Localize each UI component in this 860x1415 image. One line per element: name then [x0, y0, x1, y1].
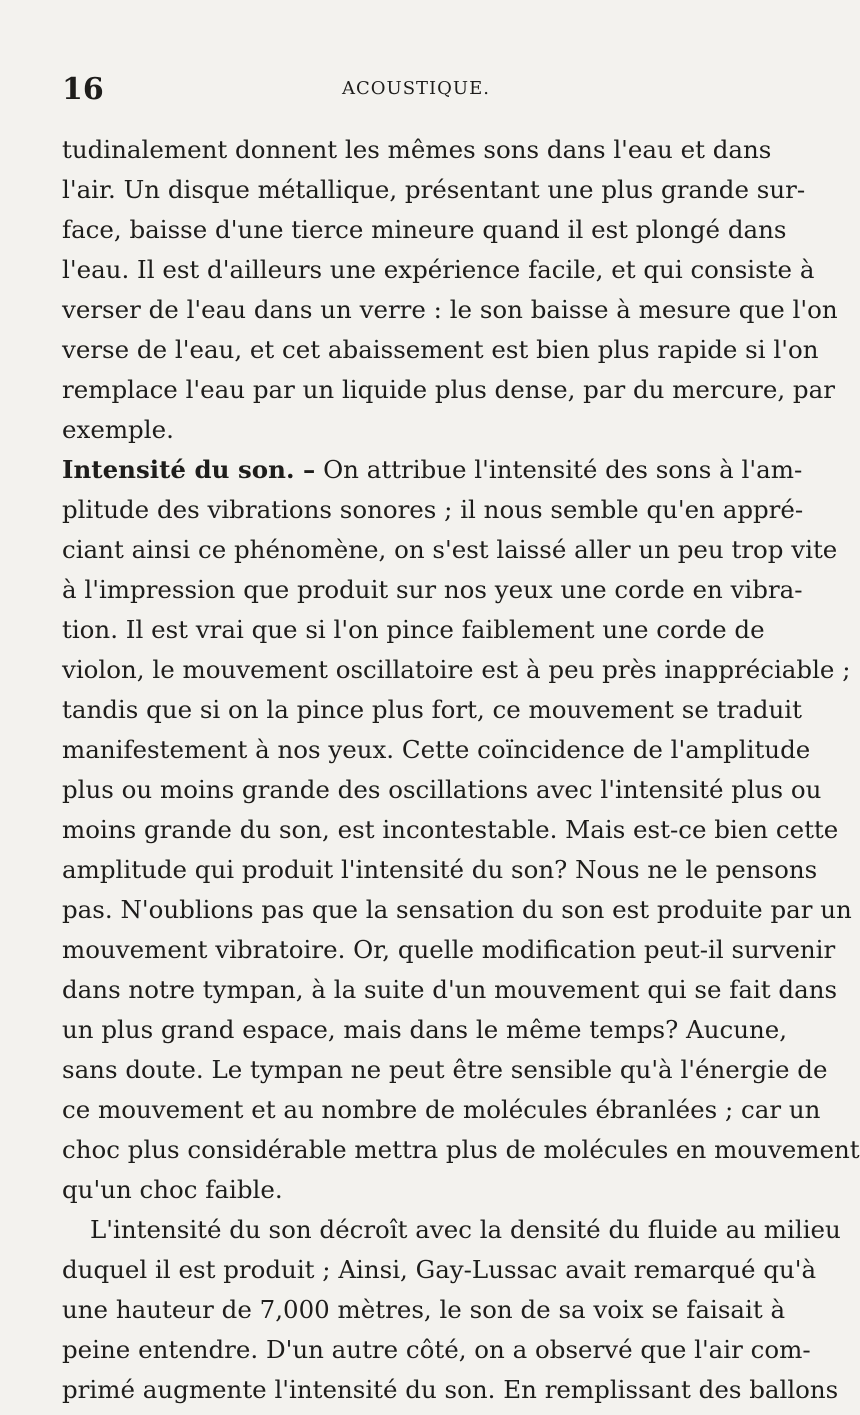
text-line: l'air. Un disque métallique, présentant une plus grande sur-	[62, 175, 806, 204]
text-line: sans doute. Le tympan ne peut être sensible qu'à l'énergie de	[62, 1055, 828, 1084]
text-line: un plus grand espace, mais dans le même temps? Aucune,	[62, 1015, 788, 1044]
text-line: tion. Il est vrai que si l'on pince faiblement une corde de	[62, 615, 765, 644]
text-line: duquel il est produit ; Ainsi, Gay-Lussac avait remarqué qu'à	[62, 1255, 817, 1284]
paragraph-2	[62, 450, 860, 1210]
page-header	[62, 72, 760, 112]
text-line: tudinalement donnent les mêmes sons dans l'eau et dans	[62, 135, 772, 164]
text-line: mouvement vibratoire. Or, quelle modification peut-il survenir	[62, 935, 836, 964]
text-line: face, baisse d'une tierce mineure quand il est plongé dans	[62, 215, 787, 244]
section-first-line-text: On attribue l'intensité des sons à l'am-	[323, 455, 803, 484]
text-line: moins grande du son, est incontestable. Mais est-ce bien cette	[62, 815, 839, 844]
text-line: violon, le mouvement oscillatoire est à peu près inappréciable ;	[62, 655, 851, 684]
text-line: remplace l'eau par un liquide plus dense, par du mercure, par	[62, 375, 835, 404]
running-title: ACOUSTIQUE.	[342, 78, 490, 99]
text-line: primé augmente l'intensité du son. En remplissant des ballons	[62, 1375, 839, 1404]
text-line: l'eau. Il est d'ailleurs une expérience facile, et qui consiste à	[62, 255, 815, 284]
text-line: peine entendre. D'un autre côté, on a observé que l'air com-	[62, 1335, 811, 1364]
section-heading-line	[62, 450, 803, 490]
text-line: ciant ainsi ce phénomène, on s'est laissé aller un peu trop vite	[62, 535, 838, 564]
text-line: exemple.	[62, 415, 174, 444]
text-line: ce mouvement et au nombre de molécules ébranlées ; car un	[62, 1095, 821, 1124]
text-line: une hauteur de 7,000 mètres, le son de sa voix se faisait à	[62, 1295, 786, 1324]
text-line: plus ou moins grande des oscillations avec l'intensité plus ou	[62, 775, 822, 804]
text-line: L'intensité du son décroît avec la densité du fluide au milieu	[90, 1215, 841, 1244]
text-line: plitude des vibrations sonores ; il nous semble qu'en appré-	[62, 495, 804, 524]
paragraph-3	[62, 1210, 841, 1410]
text-line: verse de l'eau, et cet abaissement est bien plus rapide si l'on	[62, 335, 819, 364]
page-number: 16	[62, 72, 104, 107]
section-title: Intensité du son. –	[62, 455, 316, 484]
text-line: à l'impression que produit sur nos yeux une corde en vibra-	[62, 575, 803, 604]
body-text	[62, 130, 860, 1410]
text-line: dans notre tympan, à la suite d'un mouvement qui se fait dans	[62, 975, 838, 1004]
text-line: tandis que si on la pince plus fort, ce mouvement se traduit	[62, 695, 802, 724]
text-line: verser de l'eau dans un verre : le son baisse à mesure que l'on	[62, 295, 838, 324]
paragraph-1	[62, 130, 838, 450]
text-line: pas. N'oublions pas que la sensation du son est produite par un	[62, 895, 852, 924]
text-line: choc plus considérable mettra plus de molécules en mouvement	[62, 1135, 860, 1164]
text-line: manifestement à nos yeux. Cette coïncidence de l'amplitude	[62, 735, 811, 764]
text-line: amplitude qui produit l'intensité du son? Nous ne le pensons	[62, 855, 818, 884]
text-line: qu'un choc faible.	[62, 1175, 283, 1204]
